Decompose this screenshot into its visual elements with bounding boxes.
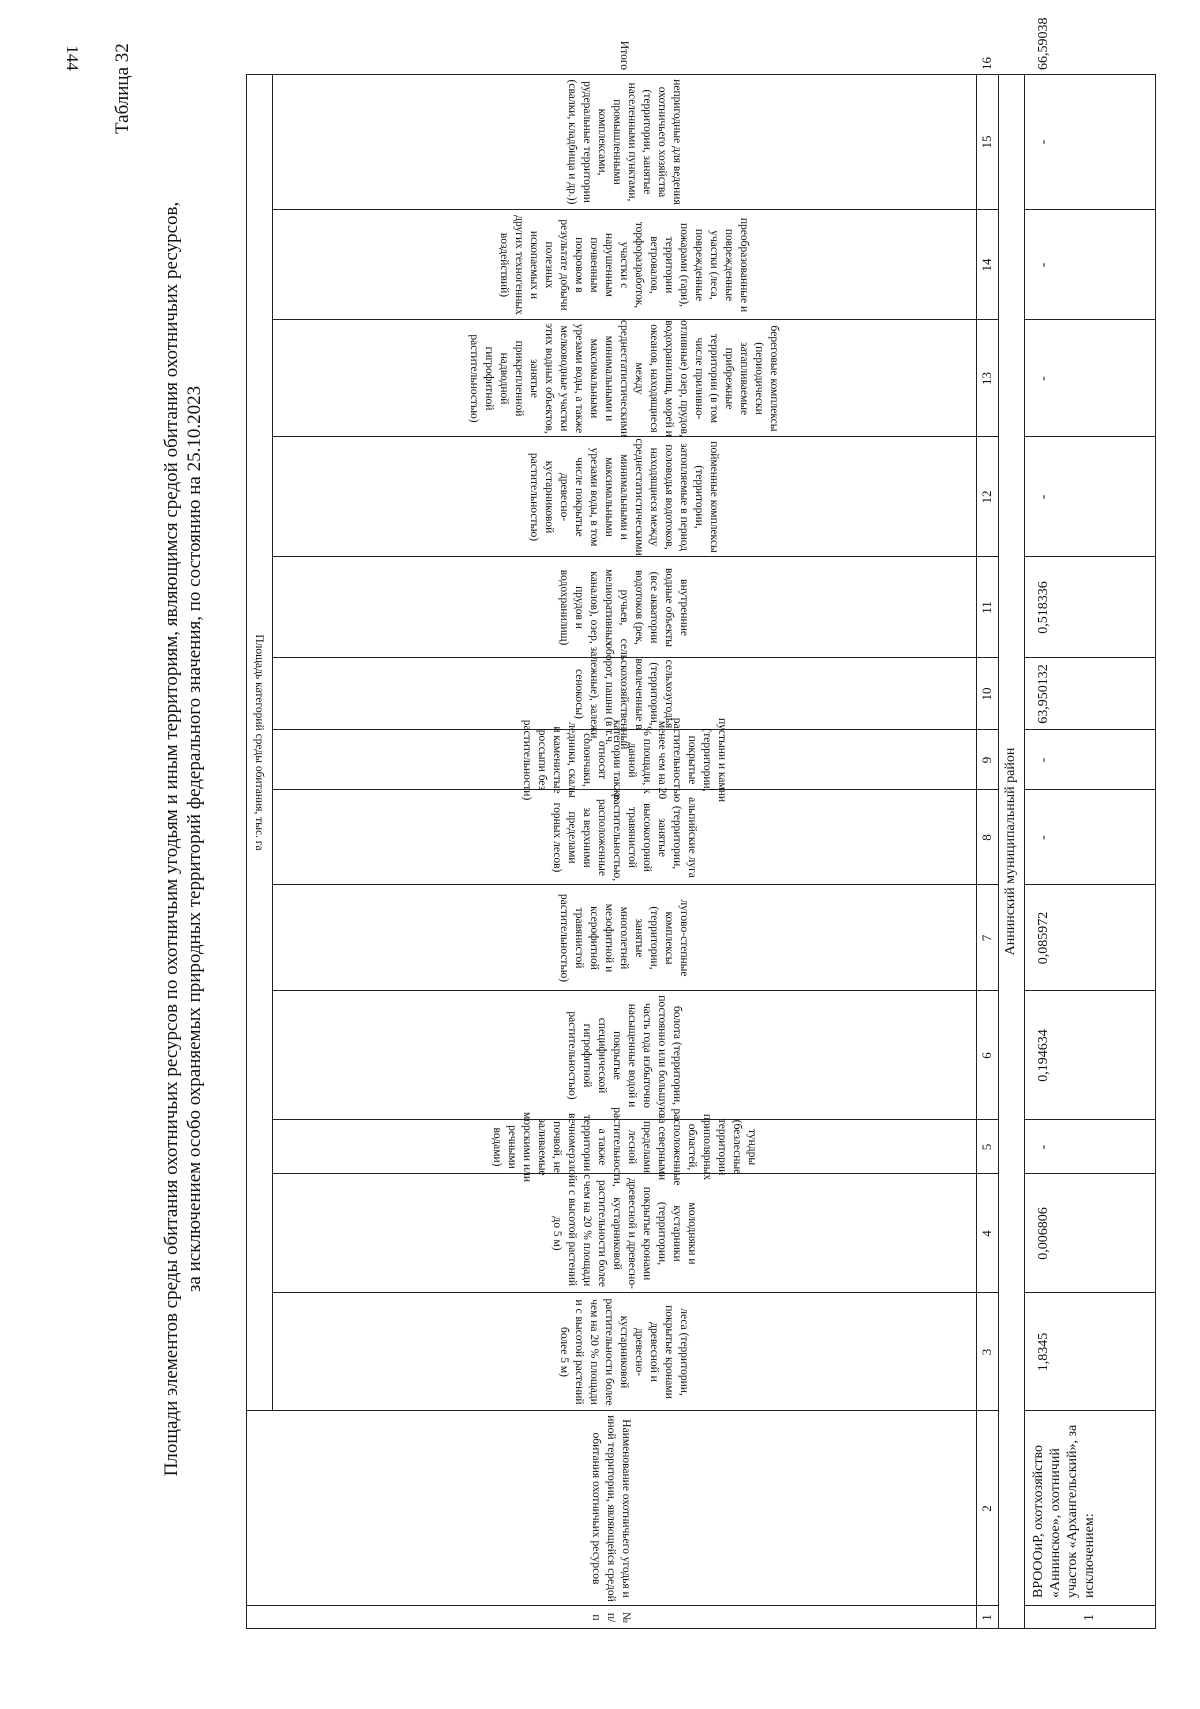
district-row (998, 74, 1024, 1629)
habitat-area-table (246, 17, 1156, 1629)
row-1-value-3 (1024, 1293, 1064, 1411)
row-1-name (1024, 1411, 1156, 1606)
header-name-text: Наименование охотничьего угодья и иной территории, являющейся средой обитания охотничьих ресурсов (590, 1415, 633, 1602)
header-col-13 (272, 320, 976, 437)
header-col-16-text: Итого (618, 40, 631, 70)
header-col-15-text: непригодные для ведения охотничьего хозяйства (территории, занятые населенными пунктами, промышленными комплексами, рудеральные территории (свалки, кладбища и др.)) (566, 79, 683, 205)
row-1-value-13 (1024, 320, 1064, 437)
col-number-4-text: 4 (979, 1230, 994, 1237)
header-col-4-text: молодняки и кустарники (территории, покрытые кронами древесной и древесно-кустарниковой растительности более чем на 20 % площади и с высотой растений до 5 м) (551, 1178, 698, 1289)
row-1-value-6-text: 0,194634 (1036, 1029, 1051, 1082)
header-col-7 (272, 885, 976, 991)
row-1-value-11 (1024, 557, 1064, 658)
row-1-value-4 (1024, 1174, 1064, 1293)
col-number-2 (976, 1411, 998, 1606)
row-1-value-5-text: - (1036, 1144, 1051, 1150)
col-number-3-text: 3 (979, 1348, 994, 1356)
header-col-14 (272, 210, 976, 320)
col-number-6 (976, 991, 998, 1120)
header-col-12 (272, 437, 976, 557)
header-group (246, 74, 272, 1411)
col-number-16-text: 16 (979, 57, 994, 70)
col-number-8 (976, 790, 998, 885)
col-number-13 (976, 320, 998, 437)
row-1-no (1024, 1606, 1156, 1629)
row-1-value-4-text: 0,006806 (1036, 1207, 1051, 1260)
col-number-11-text: 11 (979, 601, 994, 614)
row-1-value-15 (1024, 74, 1064, 210)
row-1-value-12-text: - (1036, 494, 1051, 500)
col-number-14-text: 14 (979, 258, 994, 272)
header-col-8 (272, 790, 976, 885)
col-number-5 (976, 1120, 998, 1174)
row-1-value-9 (1024, 730, 1064, 790)
col-number-3 (976, 1293, 998, 1411)
col-number-10-text: 10 (979, 687, 994, 701)
header-name (246, 1411, 976, 1606)
row-1-value-14 (1024, 210, 1064, 320)
col-number-6-text: 6 (979, 1052, 994, 1059)
row-1-value-15-text: - (1036, 139, 1051, 145)
header-col-6-text: болота (территории, постоянно или большую часть года избыточно насыщенные водой и покрытые специфической гигрофитной растительностью) (566, 995, 683, 1116)
header-col-7-text: лугово-степные комплексы (территории, занятые многолетней мезофитной и ксерофитной травянистой растительностью) (558, 893, 691, 983)
row-1-value-7-text: 0,085972 (1036, 911, 1051, 965)
row-1-value-14-text: - (1036, 262, 1051, 268)
col-number-2-text: 2 (979, 1505, 994, 1512)
header-col-5-text: тундры (безлесные территории приполярных областей, расположенные за северными пределами лесной растительности, а также территории с вечномерзлой почвой, не заливаемые морскими или речными водами) (491, 1107, 758, 1187)
row-1-value-10 (1024, 658, 1064, 730)
header-no (246, 1606, 976, 1629)
header-col-9-text: пустыни и камни (территории, покрытые растительностью менее чем на 20 % площади, к данной категории также относят солончаки, ледники, скалы и каменистые россыпи без растительности) (521, 717, 728, 803)
header-col-16 (272, 37, 976, 74)
row-1-value-9-text: - (1036, 757, 1051, 763)
header-col-11-text: внутренние водные объекты (все акватории водотоков (рек, ручьев, мелиоративных каналов), озер, прудов и водохранилищ) (558, 567, 691, 648)
col-number-9 (976, 730, 998, 790)
col-number-1 (976, 1606, 998, 1629)
row-1-value-8 (1024, 790, 1064, 885)
page-number: 144 (63, 45, 82, 71)
row-1-value-13-text: - (1036, 376, 1051, 381)
row-1-value-16 (1024, 14, 1064, 75)
col-number-12 (976, 437, 998, 557)
header-group-text: Площадь категорий среды обитания, тыс. га (253, 634, 266, 851)
col-number-4 (976, 1174, 998, 1293)
header-no-text: № п/п (590, 1612, 633, 1623)
row-1-name-text: ВРОООиР, охотхозяйство «Аннинское», охотничий участок «Архангельский», за исключением: (1031, 1424, 1097, 1598)
col-number-8-text: 8 (979, 834, 994, 841)
row-1-value-11-text: 0,518336 (1036, 581, 1051, 634)
col-number-13-text: 13 (979, 372, 994, 385)
title-line-2: за исключением особо охраняемых природных территорий федерального значения, по состоянию на 25.10.2023 (184, 385, 205, 1293)
col-number-11 (976, 557, 998, 658)
col-number-16 (976, 53, 998, 74)
col-number-7-text: 7 (979, 934, 994, 942)
col-number-7 (976, 885, 998, 991)
header-col-10 (272, 638, 976, 750)
row-1-value-10-text: 63,950132 (1036, 664, 1051, 724)
header-col-12-text: пойменные комплексы (территории, затопляемые в период половодья водотоков, находящиеся между среднестатистическими минимальными и максимальными урезами воды, в том числе покрытые древесно-кустарниковой растительностью) (528, 438, 721, 556)
header-col-13-text: береговые комплексы (периодически затапливаемые прибрежные территории (в том числе приливно-отливные) озер, прудов, водохранилищ, морей и океанов, находящиеся между среднестатистическими минимальными и максимальными урезами воды, а также мелководные участки этих водных объектов, занятые прикрепленной надводной гигрофитной растительностью) (468, 319, 781, 438)
header-col-10-text: сельхозугодья (территории, вовлеченные в сельскохозяйственный оборот, пашни (в т.ч. залежные), залежи, сенокосы) (573, 638, 676, 750)
col-number-9-text: 9 (979, 756, 994, 764)
header-col-5 (272, 1107, 976, 1187)
col-number-12-text: 12 (979, 490, 994, 504)
header-col-15 (272, 74, 976, 210)
col-number-1-text: 1 (979, 1614, 994, 1621)
header-col-14-text: преобразованные и поврежденные участки (леса, поврежденные пожарами (гари), территории ветровалов, торфоразработок, участки с нарушенным почвенным покровом в результате добычи полезных ископаемых и других техногенных воздействий) (498, 215, 751, 315)
row-1-value-6 (1024, 991, 1064, 1120)
header-col-4 (272, 1174, 976, 1293)
title-line-1: Площади элементов среды обитания охотничьих ресурсов по охотничьим угодьям и иным территориям, являющимся средой обитания охотничьих ресурсов, (161, 201, 182, 1477)
header-col-8-text: альпийские луга (территории, занятые высокогорной травянистой растительностью, расположенные за верхними пределами горных лесов) (551, 793, 698, 882)
col-number-14 (976, 210, 998, 320)
row-1-value-3-text: 1,8345 (1036, 1332, 1051, 1372)
district-row-text: Аннинский муниципальный район (1003, 747, 1018, 956)
row-1-value-8-text: - (1036, 835, 1051, 840)
table-label: Таблица 32 (112, 43, 133, 134)
col-number-15 (976, 74, 998, 210)
header-col-6 (272, 991, 976, 1120)
row-1-value-5 (1024, 1120, 1064, 1174)
row-1-value-12 (1024, 437, 1064, 557)
header-col-3-text: леса (территории, покрытые кронами древесной и древесно-кустарниковой растительности более чем на 20 % площади и с высотой растений более 5 м) (558, 1298, 691, 1406)
col-number-15-text: 15 (979, 135, 994, 149)
row-1-no-text: 1 (1082, 1614, 1097, 1621)
row-1-value-16-text: 66,59038 (1036, 17, 1051, 70)
row-1-value-7 (1024, 885, 1064, 991)
col-number-5-text: 5 (979, 1143, 994, 1151)
header-col-3 (272, 1293, 976, 1411)
page-title (160, 89, 206, 1589)
header-col-11 (272, 557, 976, 658)
col-number-10 (976, 658, 998, 730)
